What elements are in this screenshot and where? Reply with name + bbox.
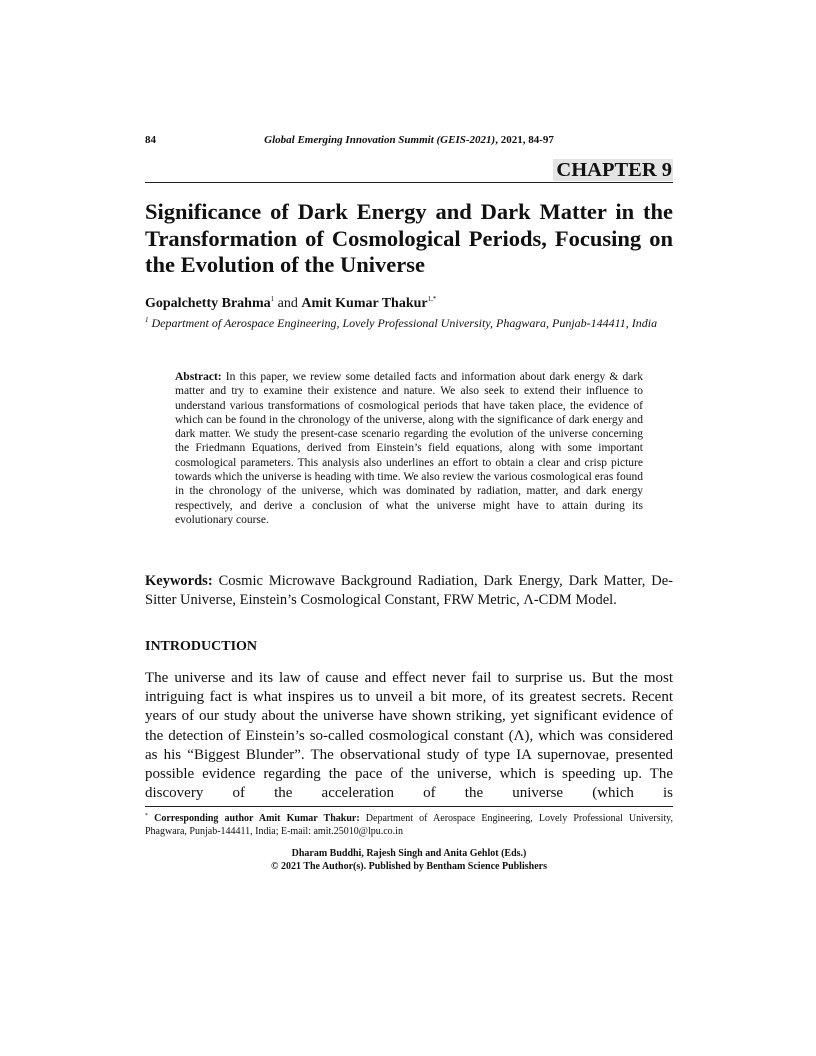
affiliation-mark: 1 xyxy=(145,316,149,324)
abstract-text: In this paper, we review some detailed facts and information about dark energy & dark matter and try to examine their existence and nature. We also seek to extend their influence to understand various transformations of cosmological periods that have taken place, the evidence of which can be found in the chronology of the universe, along with the significance of dark energy and dark matter. We study the present-case scenario regarding the evolution of the universe concerning the Friedmann Equations, derived from Einstein’s field equations, along with some important cosmological parameters. This analysis also underlines an effort to obtain a clear and crisp picture towards which the universe is heading with time. We also review the various cosmological eras found in the chronology of the universe, which was dominated by radiation, matter, and dark energy respectively, and derive a conclusion of what the universe might have to attain during its evolutionary course. xyxy=(175,371,643,526)
footnote-mark: * xyxy=(145,813,148,819)
running-header xyxy=(145,134,673,150)
affiliation-text: Department of Aerospace Engineering, Lovely Professional University, Phagwara, Punjab-144411, India xyxy=(148,316,658,330)
affiliation xyxy=(145,312,673,331)
page-number: 84 xyxy=(145,134,156,146)
abstract xyxy=(175,370,643,527)
editors-line: Dharam Buddhi, Rajesh Singh and Anita Gehlot (Eds.) xyxy=(291,848,527,859)
keywords-label: Keywords: xyxy=(145,573,213,589)
paper-title: Significance of Dark Energy and Dark Matter in the Transformation of Cosmological Periods, Focusing on the Evolution of the Universe xyxy=(145,199,673,277)
footnote-divider xyxy=(145,806,673,807)
chapter-label xyxy=(145,158,673,183)
section-heading-introduction: INTRODUCTION xyxy=(145,639,258,654)
author-line xyxy=(145,290,673,313)
footnote-label: Corresponding author Amit Kumar Thakur: xyxy=(148,813,360,824)
keywords-text: Cosmic Microwave Background Radiation, Dark Energy, Dark Matter, De-Sitter Universe, Einstein’s Cosmological Constant, FRW Metric, Λ-CDM Model. xyxy=(145,573,673,608)
author-2: Amit Kumar Thakur xyxy=(301,296,428,311)
copyright-line: © 2021 The Author(s). Published by Bentham Science Publishers xyxy=(271,861,547,872)
journal-year-pages: , 2021, 84-97 xyxy=(495,134,554,146)
introduction-paragraph: The universe and its law of cause and effect never fail to surprise us. But the most intriguing fact is what inspires us to unveil a bit more, of its greatest secrets. Recent years of our study about the universe have shown striking, yet significant evidence of the detection of Einstein’s so-called cosmological constant (Λ), which was considered as his “Biggest Blunder”. The observational study of type IA supernovae, presented possible evidence regarding the pace of the universe, which is speeding up. The discovery of the acceleration of the universe (which is xyxy=(145,670,673,802)
editors-block xyxy=(145,847,673,873)
keywords xyxy=(145,572,673,609)
abstract-label: Abstract: xyxy=(175,371,222,383)
author-1: Gopalchetty Brahma xyxy=(145,296,271,311)
author-1-affil-mark: 1 xyxy=(270,295,275,303)
author-2-affil-mark: 1,* xyxy=(427,295,437,303)
journal-name: Global Emerging Innovation Summit (GEIS-2021) xyxy=(264,134,496,146)
journal-citation xyxy=(145,134,673,146)
footnote-text: Department of Aerospace Engineering, Lovely Professional University, Phagwara, Punjab-144411, India; E-mail: amit.25010@lpu.co.in xyxy=(145,813,673,837)
chapter-text: CHAPTER 9 xyxy=(553,159,673,181)
footnote xyxy=(145,810,673,838)
author-joiner: and xyxy=(274,296,302,311)
